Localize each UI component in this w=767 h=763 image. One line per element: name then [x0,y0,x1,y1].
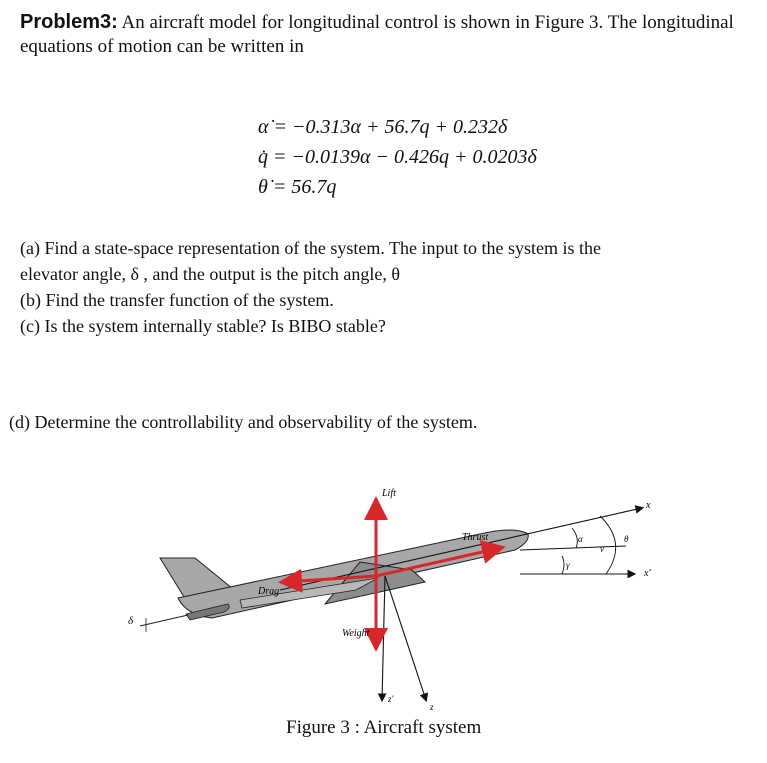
alpha-label: α [578,534,583,544]
question-a-line2: elevator angle, δ , and the output is the pitch angle, θ [20,264,400,284]
problem-label: Problem3: [20,11,118,33]
delta-label: δ [128,615,134,627]
alpha-arc [572,528,577,548]
lift-label: Lift [382,488,396,499]
question-a-line1: (a) Find a state-space representation of the system. The input to the system is the [20,238,602,258]
question-c: (c) Is the system internally stable? Is BIBO stable? [20,316,386,336]
z-label: z [430,702,434,712]
drag-label: Drag [258,586,280,597]
problem-statement [20,10,760,59]
velocity-line [520,546,626,550]
aircraft-figure [120,478,680,716]
gamma-arc [562,556,564,574]
question-b: (b) Find the transfer function of the system. [20,290,334,310]
thrust-label: Thrust [462,532,489,543]
equation-alpha-dot: α̇ = −0.313α + 56.7q + 0.232δ [258,116,508,138]
equation-theta-dot: θ̇ = 56.7q [258,176,337,198]
elevator-delta-line [140,615,188,626]
theta-label: θ [624,534,629,544]
problem-intro: An aircraft model for longitudinal control is shown in Figure 3. The longitudinal equations of motion can be written in [20,12,734,57]
z-prime-label: z' [388,694,394,704]
x-prime-label: x' [644,568,651,579]
equation-q-dot: q̇ = −0.0139α − 0.426q + 0.0203δ [258,146,537,168]
z-axis [385,576,426,700]
v-label: v [600,544,604,554]
z-prime-axis [382,576,385,700]
question-d: (d) Determine the controllability and observability of the system. [9,412,478,432]
weight-label: Weight [342,628,370,639]
x-label: x [646,500,651,511]
figure-caption: Figure 3 : Aircraft system [286,717,482,738]
gamma-label: γ [566,560,570,570]
